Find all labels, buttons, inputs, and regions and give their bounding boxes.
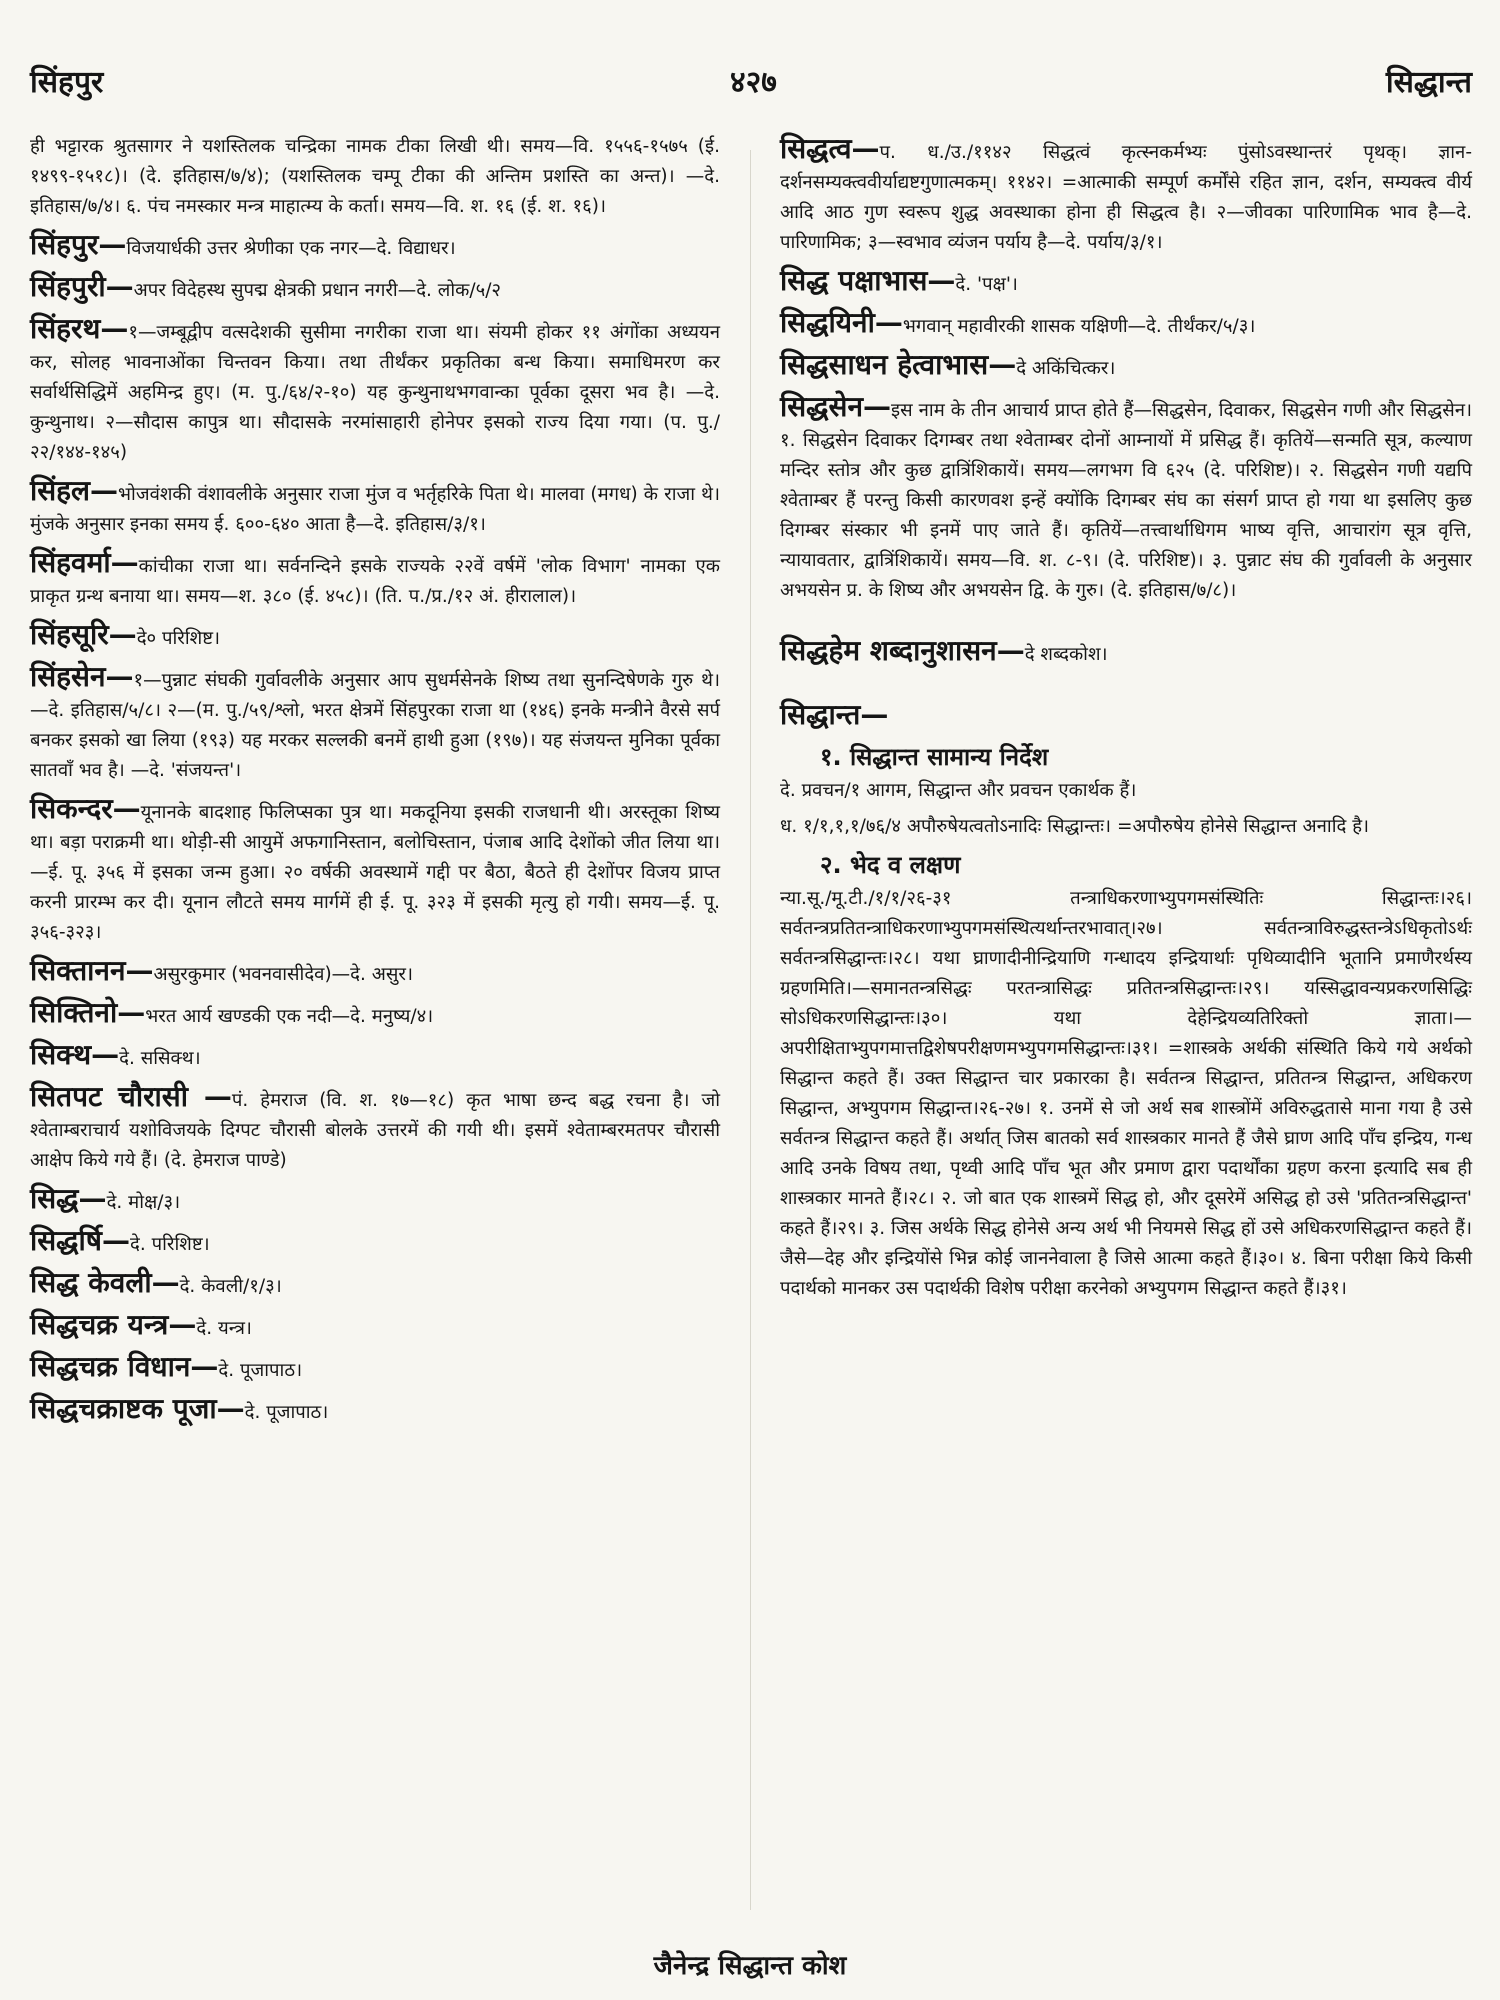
entry-headword: सिंहवर्मा— xyxy=(30,546,139,579)
dictionary-entry xyxy=(30,1266,720,1302)
entry-headword: सिंहपुरी— xyxy=(30,270,134,303)
entry-headword: सिंहल— xyxy=(30,474,119,507)
entry-text: दे. केवली/१/३। xyxy=(179,1276,282,1297)
entry-headword: सिंहसेन— xyxy=(30,660,134,693)
section-paragraph: न्या.सू./मू.टी./१/१/२६-३१ तन्त्राधिकरणाभ्युपगमसंस्थितिः सिद्धान्तः।२६। सर्वतन्त्रप्रतितन्त्राधिकरणाभ्युपगमसंस्थित्यर्थान्तरभावात्।२७। सर्वतन्त्राविरुद्धस्तन्त्रेऽधिकृतोऽर्थः सर्वतन्त्रसिद्धान्तः।२८। यथा घ्राणादीनीन्द्रियाणि गन्धादय इन्द्रियार्थाः पृथिव्यादीनि भूतानि प्रमाणैरर्थस्य ग्रहणमिति।—समानतन्त्रसिद्धः परतन्त्रासिद्धः प्रतितन्त्रसिद्धान्तः।२९। यस्सिद्धावन्यप्रकरणसिद्धिः सोऽधिकरणसिद्धान्तः।३०। यथा देहेन्द्रियव्यतिरिक्तो ज्ञाता।—अपरीक्षिताभ्युपगमात्तद्विशेषपरीक्षणमभ्युपगमसिद्धान्तः।३१। =शास्त्रके अर्थकी संस्थिति किये गये अर्थको सिद्धान्त कहते हैं। उक्त सिद्धान्त चार प्रकारका है। सर्वतन्त्र सिद्धान्त, प्रतितन्त्र सिद्धान्त, अधिकरण सिद्धान्त, अभ्युपगम सिद्धान्त।२६-२७। १. उनमें से जो अर्थ सब शास्त्रोंमें अविरुद्धतासे माना गया है उसे सर्वतन्त्र सिद्धान्त कहते हैं। अर्थात् जिस बातको सर्व शास्त्रकार मानते हैं जैसे घ्राण आदि पाँच इन्द्रिय, गन्ध आदि उनके विषय तथा, पृथ्वी आदि पाँच भूत और प्रमाण द्वारा पदार्थोंका ग्रहण करना इत्यादि सब ही शास्त्रकार मानते हैं।२८। २. जो बात एक शास्त्रमें सिद्ध हो, और दूसरेमें असिद्ध हो उसे 'प्रतितन्त्रसिद्धान्त' कहते हैं।२९। ३. जिस अर्थके सिद्ध होनेसे अन्य अर्थ भी नियमसे सिद्ध हों उसे अधिकरणसिद्धान्त कहते हैं। जैसे—देह और इन्द्रियोंसे भिन्न कोई जाननेवाला है जिसे आत्मा कहते हैं।३०। ४. बिना परीक्षा किये किसी पदार्थको मानकर उस पदार्थकी विशेष परीक्षा करनेको अभ्युपगम सिद्धान्त कहते हैं।३१। xyxy=(780,888,1472,1299)
entry-text: दे. पूजापाठ। xyxy=(218,1360,303,1381)
dictionary-entry xyxy=(30,312,720,468)
entry-headword: सिंहसूरि— xyxy=(30,618,137,651)
dictionary-entry xyxy=(30,954,720,990)
entry-headword: सिद्धसेन— xyxy=(780,390,892,423)
section-heading-2: २. भेद व लक्षण xyxy=(820,851,961,879)
section-paragraph: दे. प्रवचन/१ आगम, सिद्धान्त और प्रवचन एकार्थक हैं। xyxy=(780,780,1137,801)
entry-text: दे. ससिक्थ। xyxy=(119,1048,201,1069)
dictionary-entry xyxy=(780,306,1472,342)
entry-headword: सिद्धत्व— xyxy=(780,132,880,165)
dictionary-entry xyxy=(780,390,1472,606)
section-1-body xyxy=(780,776,1472,842)
entry-headword: सिद्ध केवली— xyxy=(30,1266,180,1299)
dictionary-entry xyxy=(780,634,1472,670)
dictionary-entry xyxy=(30,1224,720,1260)
dictionary-entry xyxy=(30,792,720,948)
dictionary-entry xyxy=(30,996,720,1032)
running-head-right: सिद्धान्त xyxy=(1385,65,1472,100)
entry-headword: सिक्थ— xyxy=(30,1038,120,1071)
entry-text: भगवान् महावीरकी शासक यक्षिणी—दे. तीर्थंकर/५/३। xyxy=(902,316,1256,337)
entry-text: दे० परिशिष्ट। xyxy=(136,628,221,649)
entry-headword: सिद्धयिनी— xyxy=(780,306,903,339)
entry-text: दे शब्दकोश। xyxy=(1024,644,1108,665)
entry-text: दे. पूजापाठ। xyxy=(244,1402,329,1423)
entry-text: दे अकिंचित्कर। xyxy=(1016,358,1116,379)
entry-text: १—पुन्नाट संघकी गुर्वावलीके अनुसार आप सुधर्मसेनके शिष्य तथा सुनन्दिषेणके गुरु थे। —दे. इतिहास/५/८। २—(म. पु./५९/श्लो, भरत क्षेत्रमें सिंहपुरका राजा था (१४६) इनके मन्त्रीने वैरसे सर्प बनकर इसको खा लिया (१९३) यह मरकर सल्लकी बनमें हाथी हुआ (१९७)। यह संजयन्त मुनिका पूर्वका सातवाँ भव है। —दे. 'संजयन्त'। xyxy=(30,670,720,781)
entry-headword: सितपट चौरासी — xyxy=(30,1080,232,1113)
section-heading-1: १. सिद्धान्त सामान्य निर्देश xyxy=(820,743,1049,771)
entry-headword: सिद्धान्त— xyxy=(780,698,889,731)
entry-text: भोजवंशकी वंशावलीके अनुसार राजा मुंज व भर्तृहरिके पिता थे। मालवा (मगध) के राजा थे। मुंजके अनुसार इनका समय ई. ६००-६४० आता है—दे. इतिहास/३/१। xyxy=(30,484,720,535)
entry-text: दे. मोक्ष/३। xyxy=(106,1192,181,1213)
dictionary-entry xyxy=(30,474,720,540)
dictionary-entry xyxy=(30,132,720,222)
entry-text: भरत आर्य खण्डकी एक नदी—दे. मनुष्य/४। xyxy=(145,1006,434,1027)
entry-text: १—जम्बूद्वीप वत्सदेशकी सुसीमा नगरीका राजा था। संयमी होकर ११ अंगोंका अध्ययन कर, सोलह भावनाओंका चिन्तवन किया। तथा तीर्थंकर प्रकृतिका बन्ध किया। समाधिमरण कर सर्वार्थसिद्धिमें अहमिन्द्र हुए। (म. पु./६४/२-१०) यह कुन्थुनाथभगवान्का पूर्वका दूसरा भव है। —दे. कुन्थुनाथ। २—सौदास कापुत्र था। सौदासके नरमांसाहारी होनेपर इसको राज्य दिया गया। (प. पु./२२/१४४-१४५) xyxy=(30,322,720,463)
dictionary-entry xyxy=(30,660,720,786)
dictionary-entry xyxy=(30,1080,720,1176)
entry-text: कांचीका राजा था। सर्वनन्दिने इसके राज्यके २२वें वर्षमें 'लोक विभाग' नामका एक प्राकृत ग्रन्थ बनाया था। समय—श. ३८० (ई. ४५८)। (ति. प./प्र./१२ अं. हीरालाल)। xyxy=(30,556,720,607)
entry-text: ही भट्टारक श्रुतसागर ने यशस्तिलक चन्द्रिका नामक टीका लिखी थी। समय—वि. १५५६-१५७५ (ई. १४९९-१५१८)। (दे. इतिहास/७/४); (यशस्तिलक चम्पू टीका की अन्तिम प्रशस्ति का अन्त)। —दे. इतिहास/७/४। ६. पंच नमस्कार मन्त्र माहात्म्य के कर्ता। समय—वि. श. १६ (ई. श. १६)। xyxy=(30,136,720,217)
footer-title: जैनेन्द्र सिद्धान्त कोश xyxy=(653,1951,847,1981)
left-column xyxy=(30,132,720,1434)
entry-gap xyxy=(780,676,1472,698)
entry-headword: सिंहरथ— xyxy=(30,312,129,345)
entry-headword: सिंहपुर— xyxy=(30,228,127,261)
dictionary-entry xyxy=(30,618,720,654)
entry-headword: सिद्धचक्र यन्त्र— xyxy=(30,1308,197,1341)
dictionary-entry xyxy=(30,1392,720,1428)
entry-text: असुरकुमार (भवनवासीदेव)—दे. असुर। xyxy=(153,964,413,985)
right-entries xyxy=(780,132,1472,734)
entry-headword: सिद्धचक्राष्टक पूजा— xyxy=(30,1392,245,1425)
entry-headword: सिद्धहेम शब्दानुशासन— xyxy=(780,634,1025,667)
entry-text: यूनानके बादशाह फिलिप्सका पुत्र था। मकदूनिया इसकी राजधानी थी। अरस्तूका शिष्य था। बड़ा पराक्रमी था। थोड़ी-सी आयुमें अफगानिस्तान, बलोचिस्तान, पंजाब आदि देशोंको जीत लिया था। —ई. पू. ३५६ में इसका जन्म हुआ। २० वर्षकी अवस्थामें गद्दी पर बैठा, बैठते ही देशोंपर विजय प्राप्त करनी प्रारम्भ कर दी। यूनान लौटते समय मार्गमें ही ई. पू. ३२३ में इसकी मृत्यु हो गयी। समय—ई. पू. ३५६-३२३। xyxy=(30,802,720,943)
running-head-left: सिंहपुर xyxy=(30,65,104,100)
dictionary-entry xyxy=(30,1182,720,1218)
dictionary-entry xyxy=(30,1308,720,1344)
section-paragraph: ध. १/१,१,१/७६/४ अपौरुषेयत्वतोऽनादिः सिद्धान्तः। =अपौरुषेय होनेसे सिद्धान्त अनादि है। xyxy=(780,816,1370,837)
right-column xyxy=(780,132,1472,1310)
entry-headword: सिक्तिनो— xyxy=(30,996,146,1029)
page-number: ४२७ xyxy=(730,65,777,100)
column-divider xyxy=(750,150,751,1910)
dictionary-entry xyxy=(30,1038,720,1074)
entry-gap xyxy=(780,612,1472,634)
entry-headword: सिकन्दर— xyxy=(30,792,141,825)
entry-text: इस नाम के तीन आचार्य प्राप्त होते हैं—सिद्धसेन, दिवाकर, सिद्धसेन गणी और सिद्धसेन। १. सिद्धसेन दिवाकर दिगम्बर तथा श्वेताम्बर दोनों आम्नायों में प्रसिद्ध हैं। कृतियें—सन्मति सूत्र, कल्याण मन्दिर स्तोत्र और कुछ द्वात्रिंशिकायें। समय—लगभग वि ६२५ (दे. परिशिष्ट)। २. सिद्धसेन गणी यद्यपि श्वेताम्बर हैं परन्तु किसी कारणवश इन्हें क्योंकि दिगम्बर संघ का संसर्ग प्राप्त हो गया था इसलिए कुछ दिगम्बर संस्कार भी इनमें पाए जाते हैं। कृतियें—तत्त्वार्थाधिगम भाष्य वृत्ति, आचारांग सूत्र वृत्ति, न्यायावतार, द्वात्रिंशिकायें। समय—वि. श. ८-९। (दे. परिशिष्ट)। ३. पुन्नाट संघ की गुर्वावली के अनुसार अभयसेन प्र. के शिष्य और अभयसेन द्वि. के गुरु। (दे. इतिहास/७/८)। xyxy=(780,400,1472,601)
entry-headword: सिद्धचक्र विधान— xyxy=(30,1350,219,1383)
entry-text: पं. हेमराज (वि. श. १७—१८) कृत भाषा छन्द बद्ध रचना है। जो श्वेताम्बराचार्य यशोविजयके दिग्पट चौरासी बोलके उत्तरमें की गयी थी। इसमें श्वेताम्बरमतपर चौरासी आक्षेप किये गये हैं। (दे. हेमराज पाण्डे) xyxy=(30,1090,720,1171)
page-header xyxy=(30,60,1472,104)
entry-headword: सिद्ध पक्षाभास— xyxy=(780,264,956,297)
dictionary-entry xyxy=(30,270,720,306)
entry-headword: सिद्ध— xyxy=(30,1182,107,1215)
dictionary-entry xyxy=(780,348,1472,384)
entry-headword: सिक्तानन— xyxy=(30,954,154,987)
entry-text: दे. यन्त्र। xyxy=(196,1318,252,1339)
dictionary-entry xyxy=(30,228,720,264)
dictionary-entry xyxy=(30,1350,720,1386)
dictionary-entry xyxy=(780,132,1472,258)
entry-text: दे. 'पक्ष'। xyxy=(955,274,1018,295)
dictionary-entry xyxy=(780,264,1472,300)
entry-text: अपर विदेहस्थ सुपद्म क्षेत्रकी प्रधान नगरी—दे. लोक/५/२ xyxy=(133,280,502,301)
entry-text: प. ध./उ./११४२ सिद्धत्वं कृत्स्नकर्मभ्यः पुंसोऽवस्थान्तरं पृथक्। ज्ञान-दर्शनसम्यक्त्ववीर्याद्यष्टगुणात्मकम्। ११४२। =आत्माकी सम्पूर्ण कर्मोंसे रहित ज्ञान, दर्शन, सम्यक्त्व वीर्य आदि आठ गुण स्वरूप शुद्ध अवस्थाका होना ही सिद्धत्व है। २—जीवका पारिणामिक भाव है—दे. पारिणामिक; ३—स्वभाव व्यंजन पर्याय है—दे. पर्याय/३/१। xyxy=(780,142,1472,253)
entry-text: दे. परिशिष्ट। xyxy=(130,1234,210,1255)
entry-headword: सिद्धर्षि— xyxy=(30,1224,130,1257)
entry-headword: सिद्धसाधन हेत्वाभास— xyxy=(780,348,1017,381)
section-2-body xyxy=(780,884,1472,1304)
dictionary-entry xyxy=(30,546,720,612)
entry-text: विजयार्धकी उत्तर श्रेणीका एक नगर—दे. विद्याधर। xyxy=(126,238,456,259)
dictionary-entry xyxy=(780,698,1472,734)
